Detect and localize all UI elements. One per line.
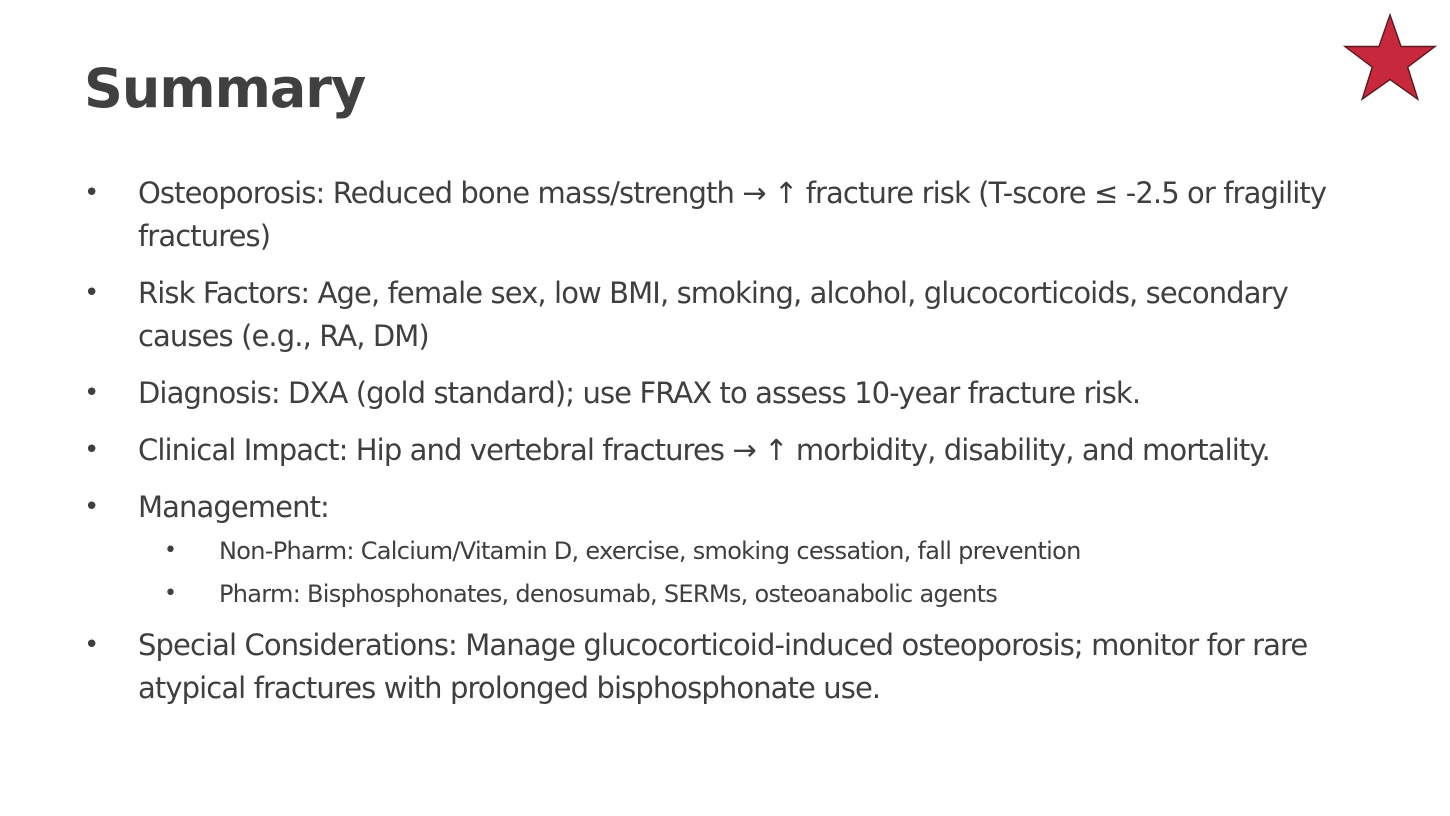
- bullet-dot: •: [84, 492, 99, 522]
- star-icon: [1342, 12, 1438, 104]
- bullet-dot: •: [84, 435, 99, 465]
- bullet-management: [84, 486, 1384, 610]
- sub-bullet-text: Pharm: Bisphosphonates, denosumab, SERMs, osteoanabolic agents: [219, 580, 998, 608]
- sub-bullet-non-pharm: [84, 535, 1384, 567]
- management-sub-list: [138, 535, 1384, 610]
- bullet-text: Osteoporosis: Reduced bone mass/strength → ↑ fracture risk (T-score ≤ -2.5 or fragility fractures): [138, 176, 1327, 253]
- sub-bullet-text: Non-Pharm: Calcium/Vitamin D, exercise, smoking cessation, fall prevention: [219, 537, 1081, 565]
- bullet-risk-factors: [84, 272, 1384, 358]
- bullet-text: Clinical Impact: Hip and vertebral fractures → ↑ morbidity, disability, and mortality.: [138, 433, 1270, 467]
- bullet-text: Diagnosis: DXA (gold standard); use FRAX to assess 10-year fracture risk.: [138, 376, 1141, 410]
- bullet-osteoporosis: [84, 172, 1384, 258]
- sub-bullet-pharm: [84, 578, 1384, 610]
- bullet-special-considerations: [84, 624, 1384, 710]
- bullet-dot: •: [84, 630, 99, 660]
- sub-bullet-dot: •: [164, 581, 177, 606]
- bullet-text: Special Considerations: Manage glucocorticoid-induced osteoporosis; monitor for rare atypical fractures with prolonged bisphosphonate use.: [138, 628, 1308, 705]
- bullet-text: Risk Factors: Age, female sex, low BMI, smoking, alcohol, glucocorticoids, secondary causes (e.g., RA, DM): [138, 276, 1288, 353]
- bullet-clinical-impact: [84, 429, 1384, 472]
- bullet-dot: •: [84, 278, 99, 308]
- sub-bullet-dot: •: [164, 538, 177, 563]
- bullet-list: [84, 172, 1384, 724]
- slide-title: Summary: [84, 57, 366, 120]
- bullet-text: Management:: [138, 490, 329, 524]
- bullet-dot: •: [84, 178, 99, 208]
- bullet-dot: •: [84, 378, 99, 408]
- bullet-diagnosis: [84, 372, 1384, 415]
